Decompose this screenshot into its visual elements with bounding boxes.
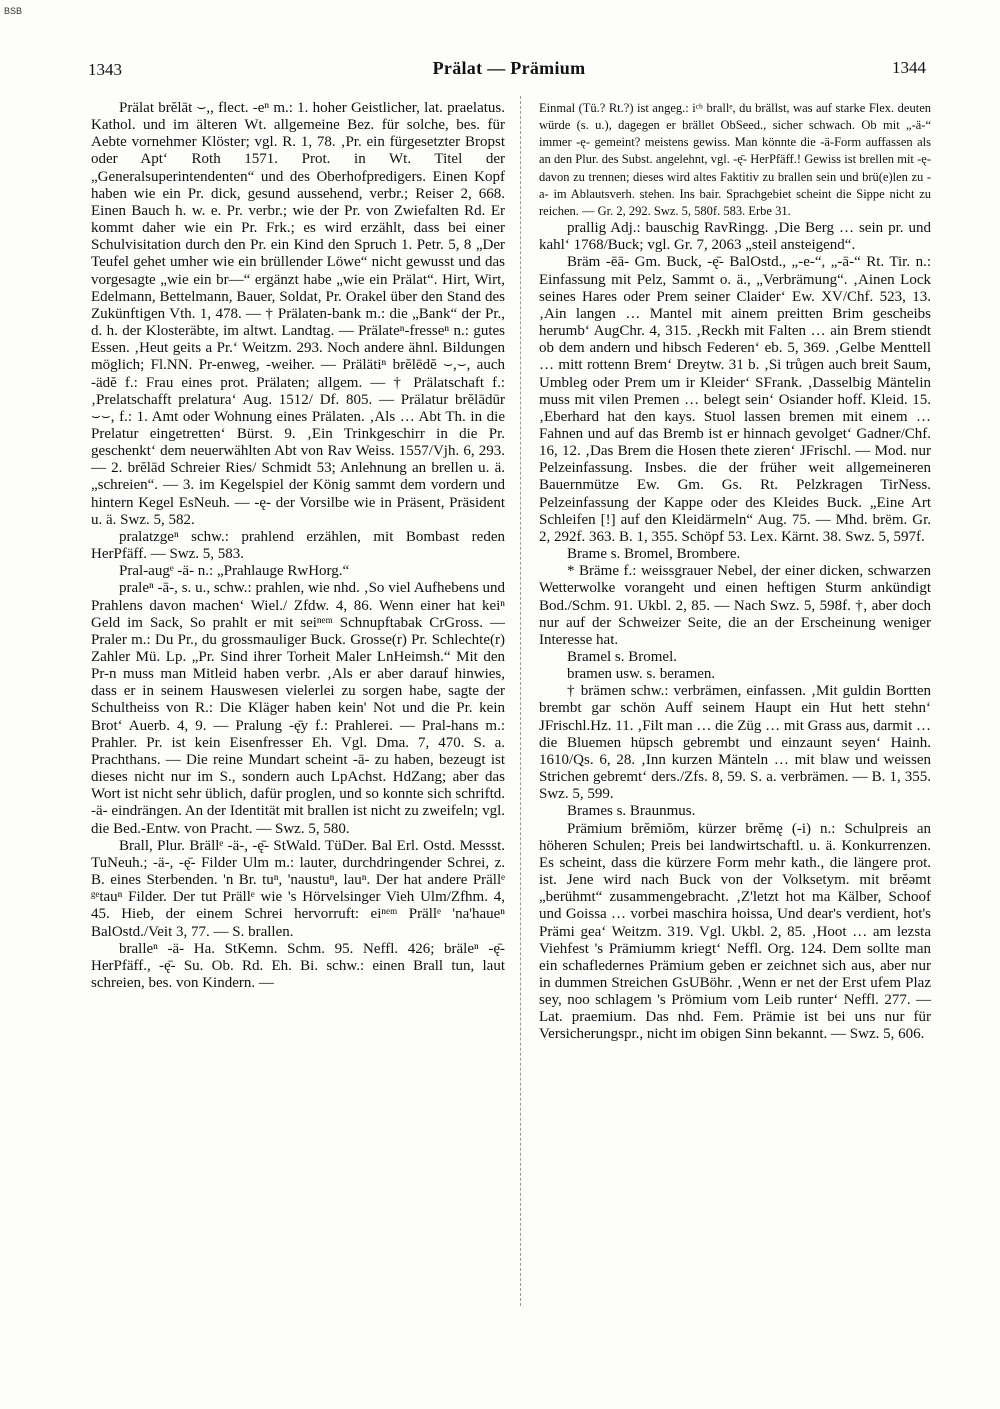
entry-praemium: Prämium brĕmiŏm, kürzer brĕmę (-i) n.: Schulpreis an höheren Schulen; Preis bei landwirtschaftl. u. ä. Konkurrenzen. Es scheint, dass die kürzere Form mehr kath., die längere prot. ist. Jene wird nach Buck von der Volksetym. mit brĕəmt „berühmt“ zusammengebracht. ‚Z'letzt hot ma Kälber, Schoof und Goissa … vorbei maschira hoissa, Und dear's verdient, hot's Prämi gea‘ Weitzm. 319. Vgl. Ukbl. 2, 85. ‚Hoot … am lezsta Viehfest 's Prämiumm kriegt‘ Neffl. Org. 124. Dem sollte man ein schafledernes Prämium geben er zeichnet sich aus, aber nur in dummen Streichen GsUBöhr. ‚Wenn er net der Erst ufem Plaz sey, noo schlagem 's Prömium vom Leib runter‘ Neffl. 277. — Lat. praemium. Das nhd. Fem. Prämie ist bei uns nur für Versicherungspr., nicht im obigen Sinn bekannt. — Swz. 5, 606. — [539, 820, 931, 1043]
column-divider — [520, 96, 521, 1306]
entry-prallig: prallig Adj.: bauschig RavRingg. ‚Die Berg … sein pr. und kahl‘ 1768/Buck; vgl. Gr. 7, 2063 „steil ansteigend“. — [539, 220, 931, 254]
entry-braeme: * Bräme f.: weissgrauer Nebel, der einer dicken, schwarzen Wetterwolke vorangeht und einen heftigen Sturm ankündigt Bod./Schm. 91. Ukbl. 2, 85. — Nach Swz. 5, 598f. †, aber doch nur auf der Schweizer Seite, die an der Erscheinung weniger Interesse hat. — [539, 563, 931, 648]
entry-brall: Brall, Plur. Brällᵉ -ä-, -ę̄- StWald. TüDer. Bal Erl. Ostd. Messst. TuNeuh.; -ä-, -ę̄- Filder Ulm m.: lauter, durchdringender Schrei, z. B. eines Sterbenden. 'n Br. tuⁿ, 'naustuⁿ, lauⁿ. Der hat andere Prällᵉ ᵍᵉtauⁿ Filder. Der tut Prällᵉ wie 's Hörvelsinger Vieh Ulm/Zfhm. 4, 45. Hieb, der einem Schrei hervorruft: eiⁿᵉᵐ Prällᵉ 'na'haueⁿ BalOstd./Veit 3, 77. — S. brallen. — [91, 837, 505, 940]
entry-brallen-continued: Einmal (Tü.? Rt.?) ist angeg.: iᶜʰ brallᵉ, du brällst, was auf starke Flex. deuten würde (s. u.), dagegen er brället ObSeed., sicher schwach. Ob mit „-ä-“ immer -ę- gemeint? meistens gewiss. Man könnte die -ä-Form auffassen als an den Plur. des Subst. angelehnt, vgl. -ę̄- HerPfäff.! Gewiss ist brellen mit -ę- davon zu trennen; dieses wird altes Faktitiv zu brallen sein und brü(e)len zu -a- im Ablautsverh. stehen. Ins bair. Sprachgebiet scheint die Sippe nicht zu reichen. — Gr. 2, 292. Swz. 5, 580f. 583. Erbe 31. — [539, 101, 931, 218]
entry-brame: Brame s. Bromel, Brombere. — [567, 546, 741, 563]
left-column — [91, 100, 505, 1370]
entry-braemen: † brämen schw.: verbrämen, einfassen. ‚Mit guldin Bortten brembt gar schön Auff seinem Haupt ein Hut hett stehn‘ JFrischl.Hz. 11. ‚Filt man … die Züg … mit Grass aus, darmit … die Bluemen hüpsch gebrembt und einzaunt seyen‘ Hainh. 1610/Qs. 6, 28. ‚Inn kurzen Mänteln … mit blaw und weissen Strichen gebremt‘ ders./Zfs. 8, 59. S. a. verbrämen. — B. 1, 355. Swz. 5, 599. — [539, 683, 931, 803]
entry-brames: Brames s. Braunmus. — [567, 803, 696, 820]
library-stamp: BSB — [4, 6, 23, 16]
page-number-left: 1343 — [88, 60, 122, 79]
entry-brallen: bralleⁿ -ä- Ha. StKemn. Schm. 95. Neffl. 426; bräleⁿ -ę̄- HerPfäff., -ę̄- Su. Ob. Rd. Eh. Bi. schw.: einen Brall tun, laut schreien, bes. von Kindern. — — [91, 940, 505, 991]
entry-bramel: Bramel s. Bromel. — [567, 649, 677, 665]
entry-bramen: bramen usw. s. beramen. — [567, 666, 716, 683]
right-column — [539, 100, 931, 1370]
entry-pral-auge: Pral-augᵉ -ä- n.: „Prahlauge RwHorg.“ — [119, 563, 350, 580]
entry-pralatzgen: pralatzgeⁿ schw.: prahlend erzählen, mit Bombast reden HerPfäff. — Swz. 5, 583. — [91, 528, 505, 563]
entry-braem: Bräm -ēā- Gm. Buck, -ę̄- BalOstd., „-e-“, „-ā-“ Rt. Tir. n.: Einfassung mit Pelz, Sammt o. ä., „Verbrämung“. ‚Ainen Lock seines Hares oder Prem seiner Claider‘ Ew. XV/Chf. 523, 13. ‚Ain langen … Mantel mit ainem preitten Brim gescheibs herumb‘ AugChr. 4, 315. ‚Reckh mit Falten … ain Brem stiendt ob dem andern und hibsch Federen‘ eb. 5, 369. ‚Gelbe Menttell … mitt rottenn Brem‘ Dreytw. 31 b. ‚Si trůgen auch breit Saum, Umbleg oder Prem um ir Kleider‘ SFrank. ‚Dasselbig Mäntelin muss mit vilen Premen … belegt sein‘ Osiander hoff. Kleid. 15. ‚Eberhard hat den kays. Stuol lassen bremen mit einem … Fahnen und auf das Bremb ist er hinnach gevolget‘ Gadner/Chf. 16, 12. ‚Das Brem die Hosen thete zieren‘ JFrischl. — Mod. nur Pelzeinfassung. Insbes. die der früher weit allgemeineren Bauernmütze Ew. Gm. Gs. Rt. Pelzkragen TirNess. Pelzeinfassung der Kappe oder des Kleides Buck. „Eine Art Schleifen [!] auf den Kleidärmeln“ Aug. 75. — Mhd. brëm. Gr. 2, 292f. 363. B. 1, 355. Schöpf 53. Lex. Kärnt. 38. Swz. 5, 597f. — [539, 254, 931, 545]
entry-praelat: Prälat brĕlāt ⌣,, flect. -eⁿ m.: 1. hoher Geistlicher, lat. praelatus. Kathol. und im älteren Wt. allgemeine Bez. für solche, bes. für Aebte vornehmer Klöster; vgl. R. 1, 78. ‚Pr. ein fürgesetzter Bropst oder Apt‘ Roth 1571. Prot. in Wt. Titel der „Generalsuperintendenten“ und des Oberhofpredigers. Einen Kopf haben wie ein Pr. dick, gesund aussehend, verbr.; Reiser 2, 668. Einen Bauch h. w. e. Pr. verbr.; wie der Pr. von Zwiefalten Rd. Er kommt daher wie ein Pr. Frk.; es wird erzählt, dass bei einer Schulvisitation durch den Pr. ein Kind den Spruch 1. Petr. 5, 8 „Der Teufel gehet umher wie ein brüllender Löwe“ nicht gewusst und das vorgesagte „wie ein br—“ ergänzt habe „wie ein Prälat“. Hirt, Wirt, Edelmann, Bettelmann, Bauer, Soldat, Pr. Orakel über den Stand des Zukünftigen Vth. 1, 478. — † Prälaten-bank m.: die „Bank“ der Pr., d. h. der Klosteräbte, im altwt. Landtag. — Prälateⁿ-fresseⁿ n.: gutes Essen. ‚Heut geits a Pr.‘ Weitzm. 293. Noch andere ähnl. Bildungen möglich; Fl.NN. Pr-enweg, -weiher. — Prälätiⁿ brĕlēdĕ ⌣,⌣, auch -ädĕ f.: Frau eines prot. Prälaten; allgem. — † Prälatschaft f.: ‚Prelatschafft prelatura‘ Aug. 1512/ Df. 805. — Prälatur brĕlādūr ⌣⌣, f.: 1. Amt oder Wohnung eines Prälaten. ‚Als … Abt Th. in die Prelatur eingetretten‘ Bürst. 9. ‚Ein Trinkgeschirr in die Pr. geschenkt‘ dem neuerwählten Abt von Rav Weiss. 1557/Vjh. 6, 293. — 2. brĕlād Schreier Ries/ Schmidt 53; Anlehnung an brellen u. ä. „schreien“. — 3. im Kegelspiel der König sammt dem vordern und hintern Kegel EsNeuh. — -ę- der Vorsilbe wie in Präsent, Präsident u. ä. Swz. 5, 582. — [91, 100, 505, 528]
entry-pralen: praleⁿ -ā-, s. u., schw.: prahlen, wie nhd. ‚So viel Aufhebens und Prahlens davon machen‘ Wiel./ Zfdw. 4, 86. Wenn einer hat keiⁿ Geld im Sack, So prahlt er mit seiⁿᵉᵐ Schnupftabak CrGross. — Praler m.: Du Pr., du grossmauliger Buck. Grosse(r) Pr. Schlechte(r) Zahler Mü. Lp. „Pr. Sind ihrer Torheit Maler LnHeimsh.“ Mit den Pr-n muss man Mitleid haben verbr. ‚Als er aber darauf hinwies, dass er in seinem Hauswesen vielerlei zu sorgen habe, sagte der Schultheiss von R.: Die Kläger haben kein' Not und die Pr. kein Brot‘ Auerb. 4, 9. — Pralung -ę̄y f.: Prahlerei. — Pral-hans m.: Prahler. Pr. ist kein Eisenfresser Eh. Vgl. Dma. 7, 470. S. a. Prachthans. — Die reine Mundart scheint -ā- zu haben, bezeugt ist dieses nicht nur im S., sondern auch LpAchst. HdZang; aber das Wort ist nicht sehr üblich, dafür proglen, und so konnte sich schriftd. -ä- eindrängen. An der Identität mit brallen ist nicht zu zweifeln; vgl. die Bed.-Entw. von Pracht. — Swz. 5, 580. — [91, 580, 505, 837]
page-number-right: 1344 — [892, 58, 926, 77]
page-header — [88, 58, 930, 82]
running-title: Prälat — Prämium — [432, 58, 586, 78]
